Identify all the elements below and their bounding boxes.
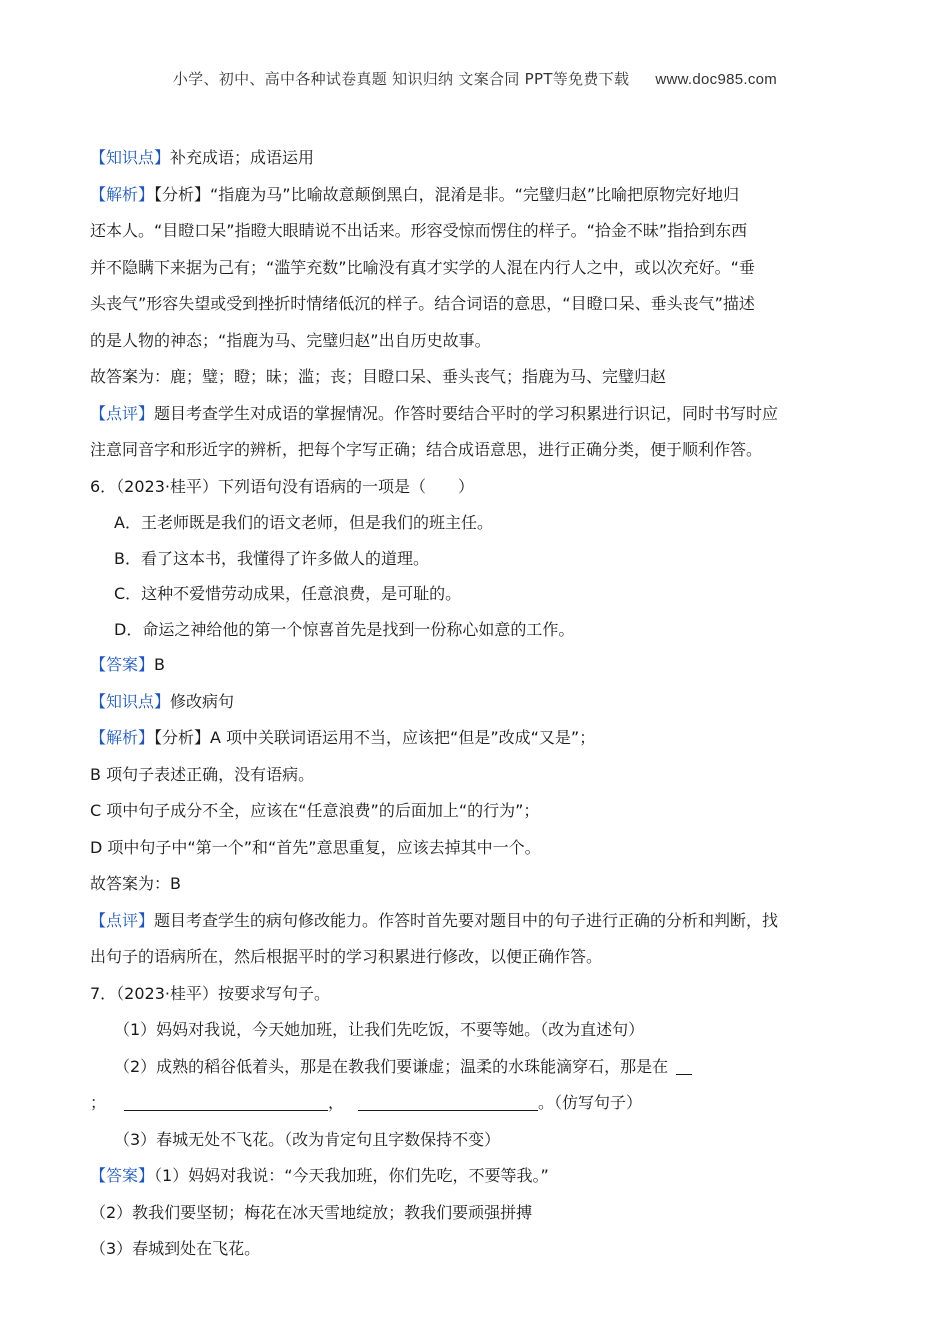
q7-item2-text: （2）成熟的稻谷低着头，那是在教我们要谦虚；温柔的水珠能滴穿石，那是在 [114, 1056, 669, 1076]
q6-stem: 6．（2023·桂平）下列语句没有语病的一项是（ ） [90, 476, 474, 496]
document-body [90, 140, 852, 1268]
q7-item3: （3）春城无处不飞花。（改为肯定句且字数保持不变） [114, 1129, 501, 1149]
analysis-tag: 【解析】 [90, 728, 155, 747]
knowledge-text: 修改病句 [170, 691, 235, 711]
answer-text: （1）妈妈对我说：“今天我加班，你们先吃，不要等我。” [154, 1166, 549, 1185]
q5-analysis-line2: 还本人。“目瞪口呆”指瞪大眼睛说不出话来。形容受惊而愣住的样子。“拾金不昧”指拾到东西 [90, 221, 748, 240]
q5-analysis-line5: 的是人物的神态；“指鹿为马、完璧归赵”出自历史故事。 [90, 330, 491, 350]
knowledge-tag: 【知识点】 [90, 148, 171, 167]
q5-analysis-line4: 头丧气”形容失望或受到挫折时情绪低沉的样子。结合词语的意思，“目瞪口呆、垂头丧气”描述 [90, 294, 755, 313]
q7-blank-1[interactable] [676, 1056, 692, 1075]
q6-final-answer: 故答案为：B [90, 874, 181, 893]
q5-comment-line1 [90, 396, 852, 433]
q7-item2-line1 [90, 1049, 852, 1086]
header-url[interactable]: www.doc985.com [655, 71, 778, 88]
q6-option-d: D．命运之神给他的第一个惊喜首先是找到一份称心如意的工作。 [114, 619, 575, 639]
comment-text: 题目考查学生对成语的掌握情况。作答时要结合平时的学习积累进行识记，同时书写时应 [154, 403, 779, 423]
q5-analysis-line1 [90, 177, 852, 214]
comment-tag: 【点评】 [90, 910, 155, 930]
q6-analysis-line4: D 项中句子中“第一个”和“首先”意思重复，应该去掉其中一个。 [90, 837, 541, 857]
q7-blank-3[interactable] [358, 1092, 538, 1111]
q7-answer-line2: （2）教我们要坚韧；梅花在冰天雪地绽放；教我们要顽强拼搏 [90, 1202, 533, 1222]
q7-item1: （1）妈妈对我说，今天她加班，让我们先吃饭，不要等她。（改为直述句） [114, 1020, 645, 1039]
comment-tag: 【点评】 [90, 403, 155, 423]
q6-knowledge [90, 684, 852, 721]
knowledge-text: 补充成语；成语运用 [170, 148, 315, 167]
q7-item2-line2 [90, 1085, 852, 1122]
header-text: 小学、初中、高中各种试卷真题 知识归纳 文案合同 PPT等免费下载 [172, 70, 630, 88]
q5-analysis-line3: 并不隐瞒下来据为己有；“滥竽充数”比喻没有真才实学的人混在内行人之中，或以次充好。“垂 [90, 257, 755, 277]
q5-knowledge [90, 140, 852, 177]
knowledge-tag: 【知识点】 [90, 691, 171, 711]
q5-answer-line: 故答案为：鹿；璧；瞪；昧；滥；丧；目瞪口呆、垂头丧气；指鹿为马、完璧归赵 [90, 367, 667, 386]
q6-option-a: A．王老师既是我们的语文老师，但是我们的班主任。 [114, 513, 493, 532]
q6-analysis-line2: B 项句子表述正确，没有语病。 [90, 764, 315, 784]
q6-comment-line2: 出句子的语病所在，然后根据平时的学习积累进行修改，以便正确作答。 [90, 947, 603, 966]
q7-item2-semicolon: ； [90, 1093, 107, 1112]
q6-comment-line1 [90, 903, 852, 940]
q6-answer [90, 647, 852, 684]
answer-value: B [154, 655, 165, 674]
analysis-tag: 【解析】 [90, 184, 155, 204]
q7-item2-comma: ， [328, 1093, 345, 1112]
analysis-text: 【分析】A 项中关联词语运用不当，应该把“但是”改成“又是”； [154, 728, 596, 747]
page-header [0, 68, 950, 89]
q6-analysis-line3: C 项中句子成分不全，应该在“任意浪费”的后面加上“的行为”； [90, 801, 540, 820]
answer-tag: 【答案】 [90, 1166, 155, 1185]
q7-answer-line1 [90, 1158, 852, 1195]
answer-tag: 【答案】 [90, 655, 155, 674]
q7-blank-2[interactable] [124, 1092, 328, 1111]
q6-option-c: C．这种不爱惜劳动成果，任意浪费，是可耻的。 [114, 584, 462, 603]
q7-stem: 7．（2023·桂平）按要求写句子。 [90, 983, 330, 1003]
q6-option-b: B．看了这本书，我懂得了许多做人的道理。 [114, 548, 429, 568]
q7-answer-line3: （3）春城到处在飞花。 [90, 1239, 261, 1258]
q5-comment-line2: 注意同音字和形近字的辨析，把每个字写正确；结合成语意思，进行正确分类，便于顺利作答。 [90, 440, 763, 459]
analysis-text: 【分析】“指鹿为马”比喻故意颠倒黑白，混淆是非。“完璧归赵”比喻把原物完好地归 [154, 184, 740, 204]
comment-text: 题目考查学生的病句修改能力。作答时首先要对题目中的句子进行正确的分析和判断，找 [154, 910, 779, 930]
q7-item2-end: 。（仿写句子） [538, 1093, 643, 1112]
q6-analysis-line1 [90, 720, 852, 757]
